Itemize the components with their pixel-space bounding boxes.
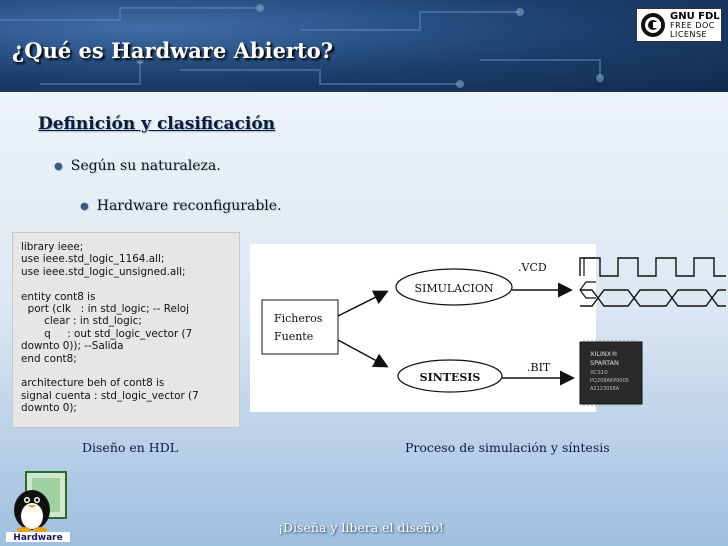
fpga-chip-icon [580, 340, 642, 406]
bullet-1-text: Según su naturaleza. [70, 158, 221, 174]
source-line-2: Fuente [274, 330, 314, 343]
mascot-label: Hardware [13, 533, 63, 542]
chip-text-5: A2123058A [590, 386, 620, 392]
arrow-to-synthesis [338, 340, 386, 366]
waveform-and-chip-area [576, 250, 726, 410]
bullet-2-text: Hardware reconfigurable. [96, 198, 282, 214]
header-banner [0, 0, 728, 92]
bullet-level-1 [54, 158, 221, 174]
caption-simulation-process: Proceso de simulación y síntesis [405, 440, 610, 455]
bullet-level-2 [80, 198, 282, 214]
arrow-to-simulation [338, 292, 386, 316]
gnu-fdl-logo-icon [640, 12, 666, 38]
caption-hdl-design: Diseño en HDL [82, 440, 179, 455]
chip-text-1: XILINX® [590, 350, 618, 358]
vcd-label: .VCD [518, 261, 547, 274]
footer-slogan: ¡Diseña y libera el diseño! [278, 520, 444, 535]
clock-signal-trace [580, 258, 726, 276]
badge-line-1: GNU FDL [670, 10, 720, 22]
badge-line-2: FREE DOC [670, 20, 715, 30]
simulation-synthesis-diagram [250, 244, 596, 412]
synthesis-label: SINTESIS [419, 371, 481, 384]
bullet-dot-icon: ● [54, 160, 63, 172]
hardware-penguin-mascot-icon [6, 470, 70, 542]
gnu-fdl-badge [636, 8, 722, 42]
bit-label: .BIT [527, 361, 551, 374]
section-heading: Definición y clasificación [38, 114, 276, 134]
vhdl-code-listing: library ieee; use ieee.std_logic_1164.all; use ieee.std_logic_unsigned.all; entity cont8 is port (clk : in std_logic; -- Reloj clear : in std_logic; q : out std_logic_vector (7 downto 0)); --Salida end cont8; architecture beh of cont8 is signal cuenta : std_logic_vector (7 downto 0); [12, 232, 240, 428]
chip-text-4: PQ208AKP0005 [590, 378, 629, 384]
simulation-label: SIMULACION [414, 282, 494, 295]
slide-title: ¿Qué es Hardware Abierto? [12, 38, 334, 63]
chip-text-3: XCS10 [590, 370, 608, 376]
bullet-dot-icon: ● [80, 200, 89, 212]
chip-text-2: SPARTAN [590, 359, 619, 367]
source-line-1: Ficheros [274, 312, 323, 325]
data-bus-trace [580, 290, 726, 306]
source-files-box [262, 300, 338, 354]
badge-line-3: LICENSE [670, 29, 708, 39]
